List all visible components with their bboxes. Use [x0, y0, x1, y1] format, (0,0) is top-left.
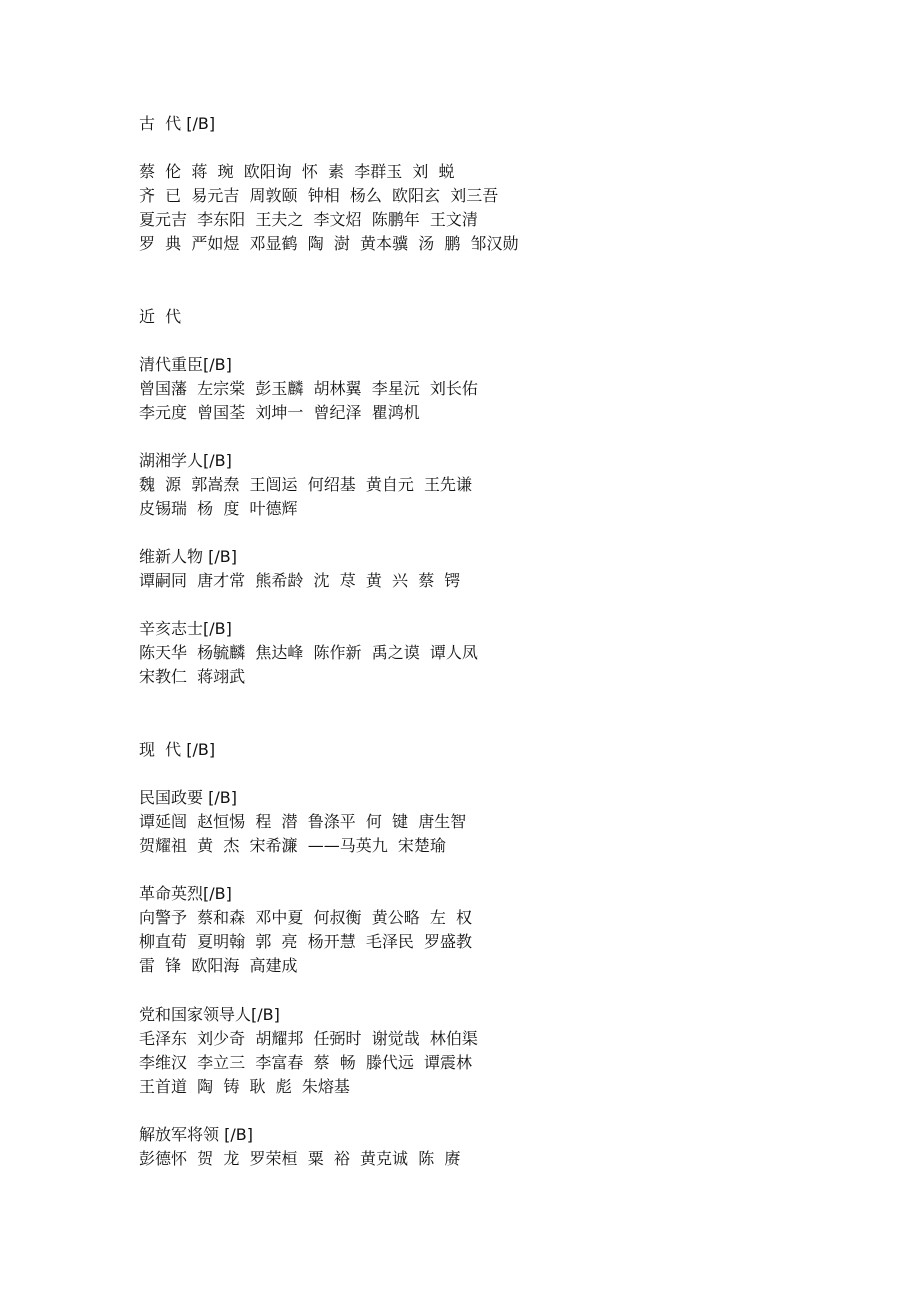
name-line: 宋教仁 蒋翊武: [139, 667, 246, 686]
name-line: 雷 锋 欧阳海 高建成: [139, 956, 298, 975]
section-title-ancient: 古 代 [/B]: [139, 114, 216, 133]
subsection-title: 革命英烈[/B]: [139, 884, 232, 903]
name-line: 曾国藩 左宗棠 彭玉麟 胡林翼 李星沅 刘长佑: [139, 379, 478, 398]
name-line: 皮锡瑞 杨 度 叶德辉: [139, 499, 298, 518]
subsection-title: 清代重臣[/B]: [139, 355, 232, 374]
name-line: 谭延闿 赵恒惕 程 潜 鲁涤平 何 键 唐生智: [139, 812, 467, 831]
name-line: 彭德怀 贺 龙 罗荣桓 粟 裕 黄克诚 陈 赓: [139, 1149, 461, 1168]
name-line: 蔡 伦 蒋 琬 欧阳询 怀 素 李群玉 刘 蜕: [139, 162, 455, 181]
section-title-modern: 近 代: [139, 307, 182, 326]
name-line: 毛泽东 刘少奇 胡耀邦 任弼时 谢觉哉 林伯渠: [139, 1029, 478, 1048]
subsection-title: 湖湘学人[/B]: [139, 451, 232, 470]
subsection-title: 党和国家领导人[/B]: [139, 1005, 280, 1024]
name-line: 李维汉 李立三 李富春 蔡 畅 滕代远 谭震林: [139, 1053, 473, 1072]
subsection-title: 解放军将领 [/B]: [139, 1125, 253, 1144]
name-line: 魏 源 郭嵩焘 王闿运 何绍基 黄自元 王先谦: [139, 475, 473, 494]
name-line: 夏元吉 李东阳 王夫之 李文炤 陈鹏年 王文清: [139, 210, 478, 229]
name-line: 贺耀祖 黄 杰 宋希濂 ——马英九 宋楚瑜: [139, 836, 446, 855]
name-line: 李元度 曾国荃 刘坤一 曾纪泽 瞿鸿机: [139, 403, 420, 422]
section-title-contemporary: 现 代 [/B]: [139, 740, 216, 759]
name-line: 罗 典 严如煜 邓显鹤 陶 澍 黄本骥 汤 鹏 邹汉勋: [139, 234, 519, 253]
subsection-title: 民国政要 [/B]: [139, 788, 237, 807]
name-line: 王首道 陶 铸 耿 彪 朱熔基: [139, 1077, 350, 1096]
name-line: 陈天华 杨毓麟 焦达峰 陈作新 禹之谟 谭人凤: [139, 643, 478, 662]
name-line: 谭嗣同 唐才常 熊希龄 沈 荩 黄 兴 蔡 锷: [139, 571, 461, 590]
subsection-title: 辛亥志士[/B]: [139, 619, 232, 638]
subsection-title: 维新人物 [/B]: [139, 547, 237, 566]
name-line: 柳直荀 夏明翰 郭 亮 杨开慧 毛泽民 罗盛教: [139, 932, 473, 951]
name-line: 齐 已 易元吉 周敦颐 钟相 杨么 欧阳玄 刘三吾: [139, 186, 499, 205]
name-line: 向警予 蔡和森 邓中夏 何叔衡 黄公略 左 权: [139, 908, 473, 927]
